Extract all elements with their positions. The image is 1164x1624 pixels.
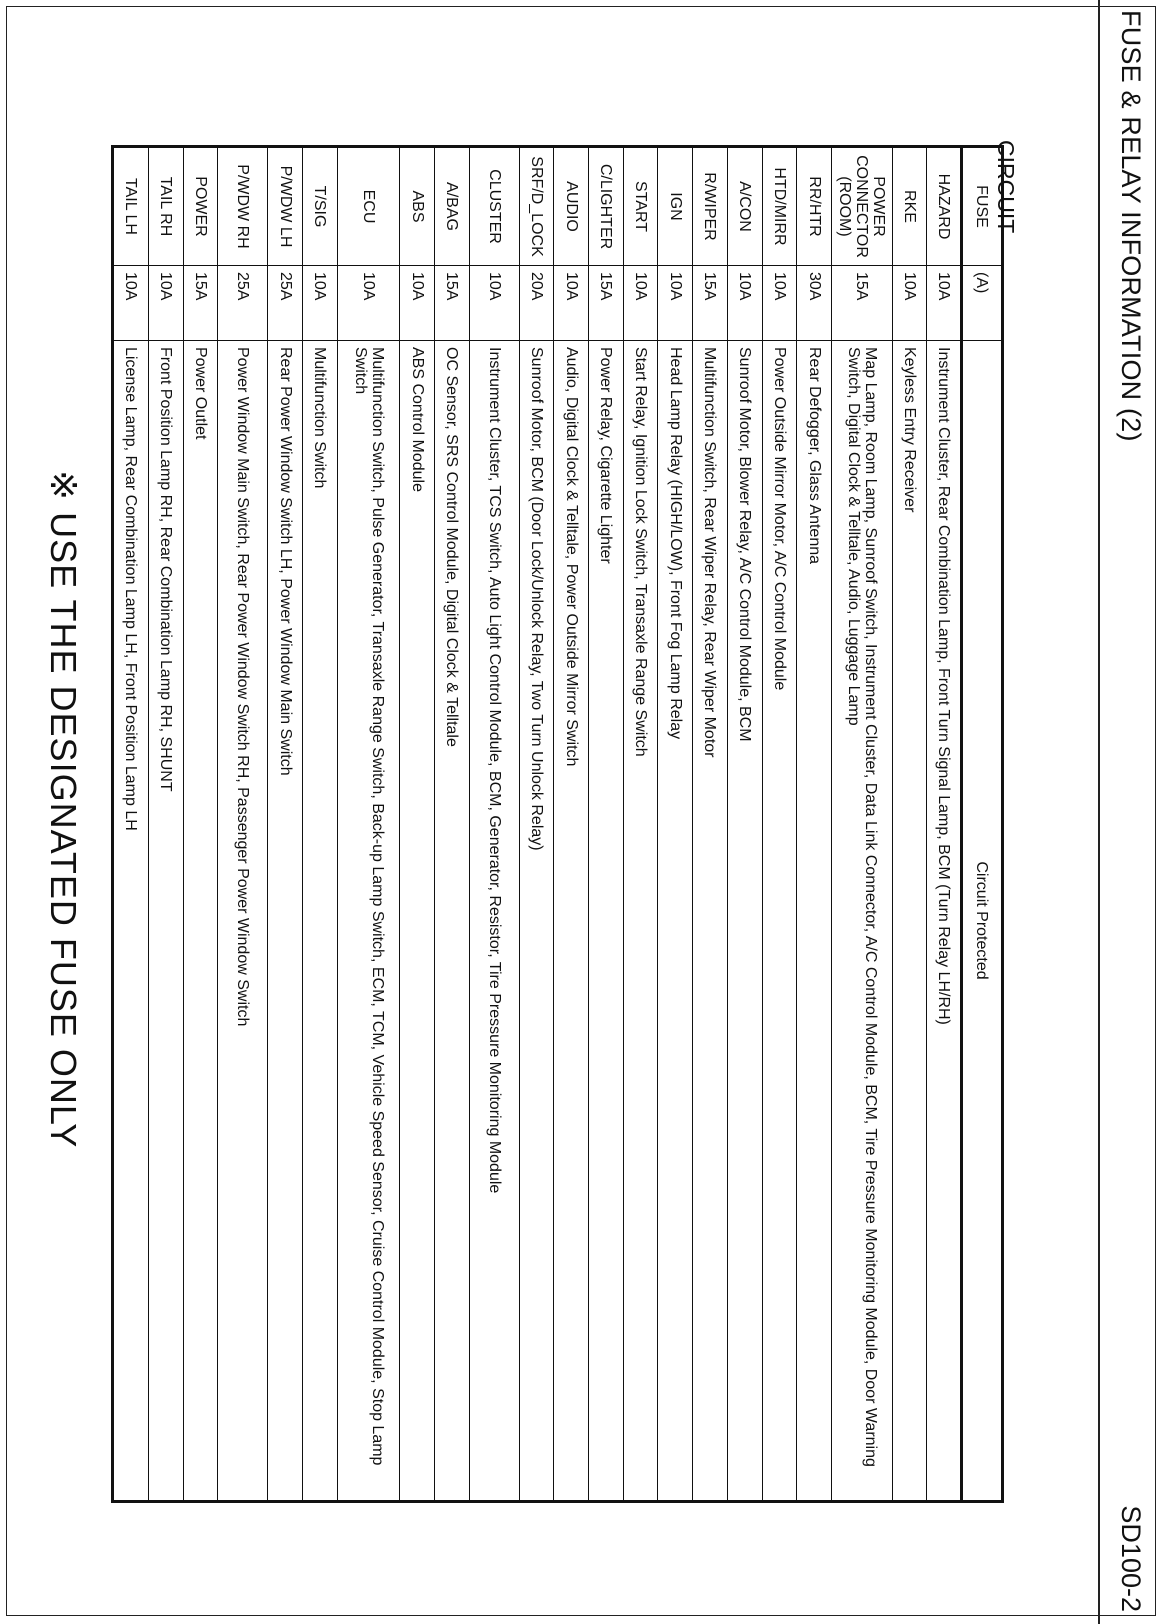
amperage-cell: 10A [400,266,435,341]
header-fuse: FUSE [962,148,1002,266]
circuit-protected-cell: Multifunction Switch, Pulse Generator, Transaxle Range Switch, Back-up Lamp Switch, ECM, TCM, Vehicle Speed Sensor, Cruise Control Module, Stop Lamp Switch [337,341,400,1501]
fuse-name-cell: SRF/D_LOCK [519,148,554,266]
table-row [148,148,183,1501]
fuse-name-cell: A/CON [727,148,762,266]
amperage-cell: 10A [337,266,400,341]
table-row [469,148,519,1501]
fuse-name-cell: TAIL LH [114,148,149,266]
fuse-name-cell: POWER CONNECTOR (ROOM) [831,148,892,266]
fuse-name-cell: TAIL RH [148,148,183,266]
amperage-cell: 10A [658,266,693,341]
amperage-cell: 10A [727,266,762,341]
circuit-protected-cell: Sunroof Motor, Blower Relay, A/C Control Module, BCM [727,341,762,1501]
circuit-protected-cell: Power Outside Mirror Motor, A/C Control Module [762,341,797,1501]
amperage-cell: 25A [268,266,303,341]
table-row [831,148,892,1501]
fuse-name-cell: R/WIPER [693,148,728,266]
circuit-protected-cell: Power Window Main Switch, Rear Power Window Switch RH, Passenger Power Window Switch [218,341,268,1501]
table-row [435,148,470,1501]
amperage-cell: 15A [831,266,892,341]
circuit-protected-cell: OC Sensor, SRS Control Module, Digital Clock & Telltale [435,341,470,1501]
amperage-cell: 15A [435,266,470,341]
fuse-name-cell: A/BAG [435,148,470,266]
circuit-protected-cell: Front Position Lamp RH, Rear Combination Lamp RH, SHUNT [148,341,183,1501]
header-circuit-protected: Circuit Protected [962,341,1002,1501]
amperage-cell: 10A [927,266,962,341]
amperage-cell: 10A [302,266,337,341]
table-row [658,148,693,1501]
table-row [114,148,149,1501]
amperage-cell: 10A [892,266,927,341]
amperage-cell: 10A [469,266,519,341]
table-row [302,148,337,1501]
circuit-protected-cell: Rear Power Window Switch LH, Power Window Main Switch [268,341,303,1501]
fuse-table [113,147,1002,1501]
table-row [400,148,435,1501]
table-row [589,148,624,1501]
circuit-protected-cell: Rear Defogger, Glass Antenna [797,341,832,1501]
fuse-name-cell: IGN [658,148,693,266]
title-strip [1098,0,1158,1624]
fuse-name-cell: START [623,148,658,266]
amperage-cell: 10A [623,266,658,341]
amperage-cell: 25A [218,266,268,341]
fuse-name-cell: T/SIG [302,148,337,266]
fuse-name-cell: RKE [892,148,927,266]
fuse-name-cell: C/LIGHTER [589,148,624,266]
section-label: CIRCUIT [993,140,1019,234]
table-row [554,148,589,1501]
table-row [218,148,268,1501]
table-row [337,148,400,1501]
table-row [927,148,962,1501]
fuse-name-cell: P/WDW RH [218,148,268,266]
fuse-name-cell: HAZARD [927,148,962,266]
fuse-table-frame [111,145,1004,1503]
table-row [183,148,218,1501]
amperage-cell: 20A [519,266,554,341]
circuit-protected-cell: Power Relay, Cigarette Lighter [589,341,624,1501]
document-code: SD100-2 [1116,1505,1146,1612]
amperage-cell: 10A [762,266,797,341]
designated-fuse-note: ※ USE THE DESIGNATED FUSE ONLY [43,470,84,1149]
fuse-name-cell: HTD/MIRR [762,148,797,266]
fuse-name-cell: ECU [337,148,400,266]
amperage-cell: 10A [148,266,183,341]
table-row [693,148,728,1501]
table-row [797,148,832,1501]
page-title: FUSE & RELAY INFORMATION (2) [1116,10,1146,442]
circuit-protected-cell: Keyless Entry Receiver [892,341,927,1501]
fuse-name-cell: CLUSTER [469,148,519,266]
fuse-name-cell: AUDIO [554,148,589,266]
table-row [762,148,797,1501]
table-header-row [962,148,1002,1501]
circuit-protected-cell: Multifunction Switch, Rear Wiper Relay, Rear Wiper Motor [693,341,728,1501]
amperage-cell: 15A [693,266,728,341]
circuit-protected-cell: Multifunction Switch [302,341,337,1501]
circuit-protected-cell: Instrument Cluster, Rear Combination Lamp, Front Turn Signal Lamp, BCM (Turn Relay LH/RH) [927,341,962,1501]
table-row [519,148,554,1501]
circuit-protected-cell: Instrument Cluster, TCS Switch, Auto Light Control Module, BCM, Generator, Resistor, Tire Pressure Monitoring Module [469,341,519,1501]
table-row [268,148,303,1501]
fuse-name-cell: RR/HTR [797,148,832,266]
amperage-cell: 10A [554,266,589,341]
circuit-protected-cell: Audio, Digital Clock & Telltale, Power Outside Mirror Switch [554,341,589,1501]
fuse-name-cell: ABS [400,148,435,266]
fuse-name-cell: P/WDW LH [268,148,303,266]
circuit-protected-cell: License Lamp, Rear Combination Lamp LH, Front Position Lamp LH [114,341,149,1501]
amperage-cell: 30A [797,266,832,341]
table-row [892,148,927,1501]
circuit-protected-cell: Power Outlet [183,341,218,1501]
table-row [623,148,658,1501]
circuit-protected-cell: Start Relay, Ignition Lock Switch, Transaxle Range Switch [623,341,658,1501]
amperage-cell: 15A [589,266,624,341]
fuse-name-cell: POWER [183,148,218,266]
circuit-protected-cell: Map Lamp, Room Lamp, Sunroof Switch, Instrument Cluster, Data Link Connector, A/C Control Module, BCM, Tire Pressure Monitoring Module, Door Warning Switch, Digital Clock & Telltale, Audio, Luggage Lamp [831,341,892,1501]
amperage-cell: 15A [183,266,218,341]
table-row [727,148,762,1501]
amperage-cell: 10A [114,266,149,341]
circuit-protected-cell: Sunroof Motor, BCM (Door Lock/Unlock Relay, Two Turn Unlock Relay) [519,341,554,1501]
header-amperage: (A) [962,266,1002,341]
circuit-protected-cell: Head Lamp Relay (HIGH/LOW), Front Fog Lamp Relay [658,341,693,1501]
circuit-protected-cell: ABS Control Module [400,341,435,1501]
